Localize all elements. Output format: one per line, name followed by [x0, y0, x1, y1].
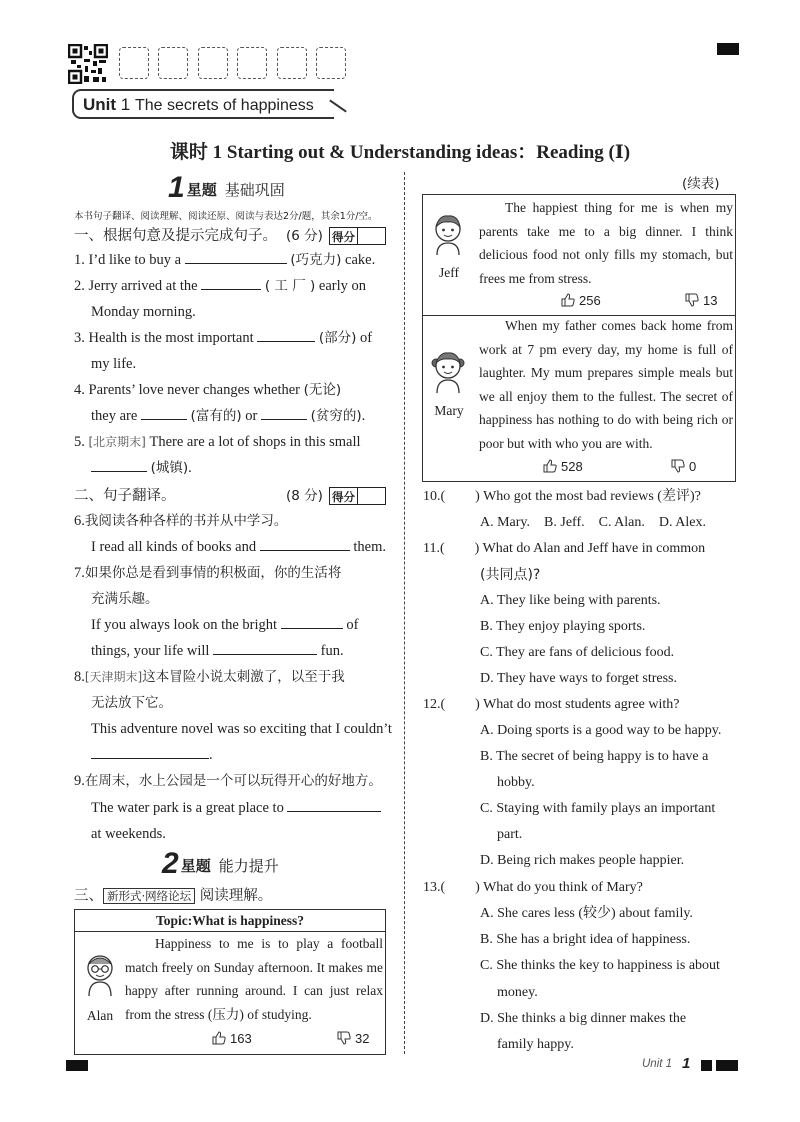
chinese-sentence: 如果你总是看到事情的积极面，你的生活将 — [84, 565, 342, 581]
question-number: 3. — [74, 330, 85, 346]
question-text: my life. — [91, 356, 137, 372]
question-stem: (共同点)? — [480, 567, 541, 583]
thumbs-down-icon — [337, 1031, 351, 1045]
question-8 — [74, 667, 345, 687]
blank-box — [316, 47, 346, 79]
footer-mark-right — [716, 1060, 738, 1071]
lesson-title: 课时 1 Starting out & Understanding ideas：Reading (Ⅰ) — [169, 142, 631, 163]
question-stem: Who got the most bad reviews (差评)? — [483, 489, 701, 504]
format-tag: 新形式·网络论坛 — [103, 888, 195, 904]
answer-blank[interactable] — [185, 250, 287, 264]
question-stem: What do you think of Mary? — [483, 880, 643, 895]
answer-blank[interactable] — [201, 276, 261, 290]
punctuation: . — [361, 408, 366, 424]
like-value: 163 — [230, 1031, 252, 1046]
forum-box-right — [422, 194, 736, 482]
unit-title: The secrets of happiness — [134, 97, 314, 114]
question-2 — [74, 276, 366, 296]
corner-mark — [717, 43, 739, 55]
option[interactable]: B. She has a bright idea of happiness. — [480, 932, 691, 947]
option[interactable]: A. They like being with parents. — [480, 593, 661, 608]
like-count — [561, 293, 601, 308]
boy-icon — [431, 213, 465, 257]
question-text: Jerry arrived at the — [88, 278, 198, 294]
blank-box — [119, 47, 149, 79]
thumbs-down-icon — [685, 293, 699, 307]
section-2-title: 二、句子翻译。 — [74, 488, 176, 504]
question-number: 5. — [74, 434, 85, 450]
answer-blank[interactable] — [213, 641, 317, 655]
chinese-sentence: 这本冒险小说太刺激了，以至于我 — [142, 669, 345, 685]
question-number: 9. — [74, 773, 85, 789]
option[interactable]: D. Alex. — [658, 515, 706, 530]
blank-box — [198, 47, 228, 79]
poster-name: Mary — [434, 403, 464, 418]
thumbs-down-icon — [671, 459, 685, 473]
question-text: Monday morning. — [91, 304, 196, 320]
unit-number: 1 — [120, 95, 131, 114]
question-6 — [74, 511, 287, 531]
question-4-line-2 — [91, 406, 365, 426]
english-sentence: at weekends. — [91, 826, 166, 842]
like-count — [543, 459, 583, 474]
question-12: 12.( ) What do most students agree with? — [423, 697, 680, 712]
dislike-count — [685, 293, 717, 308]
answer-blank[interactable] — [257, 328, 315, 342]
question-text: I’d like to buy a — [88, 252, 182, 268]
hint: (贫穷的) — [310, 408, 362, 424]
forum-box-left — [74, 909, 386, 1055]
chinese-sentence: 无法放下它。 — [91, 695, 172, 711]
answer-blank[interactable] — [91, 458, 147, 472]
english-sentence: The water park is a great place to — [91, 800, 284, 816]
dislike-value: 0 — [689, 459, 697, 474]
section-title: 阅读理解。 — [199, 888, 273, 904]
question-text: early on — [318, 278, 367, 294]
question-9 — [74, 771, 382, 791]
question-number: 12. — [423, 697, 441, 712]
forum-topic: Topic:What is happiness? — [75, 910, 385, 932]
question-7-english — [91, 615, 358, 635]
answer-blank[interactable] — [287, 798, 381, 812]
question-8-answer — [91, 745, 213, 765]
option[interactable]: C. Staying with family plays an important — [480, 801, 716, 816]
question-text: There are a lot of shops in this small — [149, 434, 361, 450]
english-sentence: This adventure novel was so exciting that I couldn’t — [91, 721, 392, 737]
star-heading-basic — [168, 171, 285, 204]
score-box-label: 得分 — [330, 228, 358, 244]
english-sentence: things, your life will — [91, 643, 210, 659]
answer-blank[interactable] — [260, 537, 350, 551]
star-subtitle: 基础巩固 — [224, 181, 285, 199]
blank-box — [158, 47, 188, 79]
dislike-count — [337, 1031, 369, 1046]
question-text: of — [360, 330, 373, 346]
hint: (富有的) — [190, 408, 242, 424]
option[interactable]: B. The secret of being happy is to have a — [480, 749, 709, 764]
answer-blank[interactable] — [261, 406, 307, 420]
question-5-line-2 — [91, 458, 192, 478]
star-subtitle: 能力提升 — [218, 857, 279, 875]
star-word: 星题 — [180, 857, 211, 875]
blank-box — [237, 47, 267, 79]
question-number: 11. — [423, 541, 440, 556]
question-10: 10.( ) Who got the most bad reviews (差评)? — [423, 489, 701, 504]
score-note: 本书句子翻译、阅读理解、阅读还原、阅读与表达2分/题，其余1分/空。 — [74, 211, 378, 222]
question-7-english-2 — [91, 641, 344, 661]
question-text: Health is the most important — [88, 330, 254, 346]
english-sentence: If you always look on the bright — [91, 617, 278, 633]
section-3-title — [74, 886, 272, 906]
hint: ( 工 厂 ) — [264, 278, 316, 294]
option[interactable]: A. She cares less (较少) about family. — [480, 906, 693, 921]
like-value: 528 — [561, 459, 583, 474]
option[interactable]: B. Jeff. — [544, 515, 585, 530]
section-1-title: 一、根据句意及提示完成句子。 — [74, 228, 277, 244]
hint: (部分) — [318, 330, 357, 346]
hint: (巧克力) — [290, 252, 342, 268]
continued-label: (续表) — [682, 176, 720, 192]
option-continuation: money. — [497, 985, 538, 1000]
option-continuation: hobby. — [497, 775, 535, 790]
option[interactable]: B. They enjoy playing sports. — [480, 619, 646, 634]
boy-glasses-icon — [83, 952, 117, 998]
qr-code-icon — [68, 44, 108, 84]
option-continuation: family happy. — [497, 1037, 574, 1052]
question-1 — [74, 250, 375, 270]
english-sentence: them. — [353, 539, 386, 555]
question-text: Parents’ love never changes whether — [88, 382, 301, 398]
question-number: 13. — [423, 880, 441, 895]
dislike-value: 13 — [703, 293, 718, 308]
option-continuation: part. — [497, 827, 523, 842]
star-number: 1 — [168, 171, 185, 204]
question-text: cake. — [345, 252, 376, 268]
thumbs-up-icon — [561, 293, 575, 307]
question-4 — [74, 380, 341, 400]
question-text: they are — [91, 408, 138, 424]
question-number: 10. — [423, 489, 441, 504]
page-number: 1 — [682, 1055, 691, 1072]
question-number: 7. — [74, 565, 85, 581]
post-text: When my father comes back home from work at 7 pm every day, my home is full of laughter. My mum prepares simple meals but we all enjoy them to the fullest. The secret of happiness has nothing to do with being rich or poor but with who you are with. — [479, 318, 733, 451]
question-stem: What do Alan and Jeff have in common — [482, 541, 706, 556]
answer-blank[interactable] — [91, 745, 209, 759]
column-divider — [404, 172, 405, 1054]
english-sentence: of — [346, 617, 359, 633]
option[interactable]: C. Alan. — [598, 515, 645, 530]
star-heading-advanced — [162, 847, 279, 880]
question-number: 8. — [74, 669, 85, 685]
question-number: 6. — [74, 513, 85, 529]
dislike-count — [671, 459, 696, 474]
option[interactable]: C. She thinks the key to happiness is about — [480, 958, 720, 973]
option[interactable]: C. They are fans of delicious food. — [480, 645, 675, 660]
score-box — [329, 227, 386, 245]
star-number: 2 — [162, 847, 179, 880]
source-tag: [北京期末] — [88, 435, 146, 449]
poster-name: Alan — [86, 1008, 114, 1023]
answer-blank[interactable] — [281, 615, 343, 629]
question-text: or — [245, 408, 258, 424]
footer-unit: Unit 1 — [642, 1058, 673, 1070]
poster-name: Jeff — [439, 265, 459, 280]
question-7 — [74, 563, 341, 583]
question-6-english — [91, 537, 386, 557]
source-tag: [天津期末] — [84, 670, 143, 684]
punctuation: . — [209, 747, 213, 763]
question-stem: What do most students agree with? — [483, 697, 680, 712]
option[interactable]: A. Doing sports is a good way to be happy. — [480, 723, 722, 738]
dislike-value: 32 — [355, 1031, 370, 1046]
answer-blank[interactable] — [141, 406, 187, 420]
post-text: The happiest thing for me is when my parents take me to a big dinner. I think delicious food not only fills my stomach, but frees me from stress. — [479, 200, 733, 286]
section-1-points: (6 分) — [286, 228, 323, 244]
option[interactable]: D. She thinks a big dinner makes the — [480, 1011, 687, 1026]
hint: (无论) — [303, 382, 342, 398]
question-number: 1. — [74, 252, 85, 268]
footer-mark-right — [701, 1060, 712, 1071]
question-number: 4. — [74, 382, 85, 398]
english-sentence: fun. — [320, 643, 344, 659]
unit-label: Unit — [83, 95, 117, 114]
thumbs-up-icon — [543, 459, 557, 473]
chinese-sentence: 我阅读各种各样的书并从中学习。 — [84, 513, 288, 529]
option[interactable]: A. Mary. — [480, 515, 531, 530]
option[interactable]: D. Being rich makes people happier. — [480, 853, 685, 868]
thumbs-up-icon — [212, 1031, 226, 1045]
options-row — [480, 513, 706, 533]
girl-icon — [430, 349, 466, 395]
option[interactable]: D. They have ways to forget stress. — [480, 671, 677, 686]
score-box — [329, 487, 386, 505]
question-5 — [74, 432, 361, 452]
hint: (城镇) — [150, 460, 189, 476]
like-value: 256 — [579, 293, 601, 308]
question-3 — [74, 328, 372, 348]
blank-box — [277, 47, 307, 79]
question-13: 13.( ) What do you think of Mary? — [423, 880, 643, 895]
section-prefix: 三、 — [74, 888, 103, 904]
question-number: 2. — [74, 278, 85, 294]
english-sentence: I read all kinds of books and — [91, 539, 257, 555]
punctuation: . — [188, 460, 192, 476]
post-text: Happiness to me is to play a football match freely on Sunday afternoon. It makes me happy after running around. I can just relax from the stress (压力) of studying. — [125, 936, 383, 1022]
score-box-label: 得分 — [330, 488, 358, 504]
unit-tag — [72, 89, 334, 119]
question-11: 11.( ) What do Alan and Jeff have in common — [423, 541, 706, 556]
like-count — [212, 1031, 252, 1046]
chinese-sentence: 在周末，水上公园是一个可以玩得开心的好地方。 — [84, 773, 382, 789]
footer-mark-left — [66, 1060, 88, 1071]
question-9-english — [91, 798, 381, 818]
section-2-points: (8 分) — [286, 488, 323, 504]
chinese-sentence: 充满乐趣。 — [91, 591, 159, 607]
star-word: 星题 — [186, 181, 217, 199]
